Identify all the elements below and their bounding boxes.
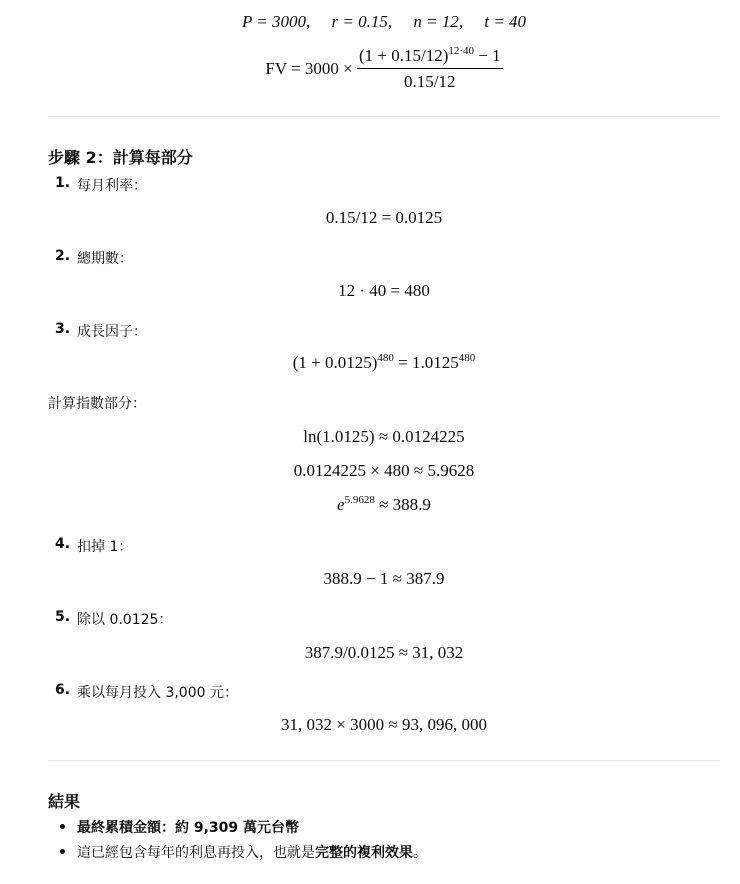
- parameters-line: [0, 12, 740, 32]
- step-number-1: 1.: [55, 175, 71, 191]
- bullet-dot-2: [60, 849, 65, 854]
- step-equation-1: 0.15/12 = 0.0125: [325, 208, 443, 227]
- step-equation-5: 387.9/0.0125 ≈ 31, 032: [304, 643, 464, 662]
- step-number-4: 4.: [55, 536, 71, 552]
- result-bullet-1: 最終累積金額：約 9,309 萬元台幣: [77, 820, 300, 836]
- fv-numerator-exponent: 12·40: [448, 45, 475, 57]
- exp-line-e: [0, 495, 740, 515]
- fv-denominator: 0.15/12: [404, 72, 456, 91]
- step-label-2: 總期數：: [77, 251, 133, 267]
- result-bullet-2-end: 。: [413, 845, 427, 861]
- step-label-1: 每月利率：: [77, 178, 147, 194]
- fv-numerator-base: (1 + 0.15/12): [358, 46, 449, 65]
- exp-line-ln: ln(1.0125) ≈ 0.0124225: [303, 427, 465, 446]
- growth-exp-1: 480: [377, 352, 394, 364]
- param-p: P = 3000,: [241, 12, 311, 31]
- step-equation-2: 12 · 40 = 480: [338, 281, 430, 300]
- param-r: r = 0.15,: [331, 12, 393, 31]
- step-number-6: 6.: [55, 682, 71, 698]
- fv-numerator-tail: − 1: [474, 46, 501, 65]
- step-number-5: 5.: [55, 609, 71, 625]
- growth-exp-2: 480: [458, 352, 476, 364]
- result-heading: 結果: [48, 792, 81, 811]
- growth-mid: = 1.0125: [393, 353, 459, 372]
- exp-section-label: 計算指數部分：: [48, 396, 146, 412]
- divider-top: [48, 116, 720, 117]
- e-tail: ≈ 388.9: [374, 495, 431, 514]
- param-t: t = 40: [484, 12, 527, 31]
- step-equation-4: 388.9 − 1 ≈ 387.9: [323, 569, 445, 588]
- divider-bottom: [48, 760, 720, 761]
- step-equation-3: [0, 353, 740, 373]
- exp-line-product: 0.0124225 × 480 ≈ 5.9628: [293, 461, 475, 480]
- step2-heading: 步驟 2：計算每部分: [48, 148, 193, 167]
- bullet-dot-1: [60, 824, 65, 829]
- fv-lhs: FV = 3000 ×: [265, 59, 353, 78]
- step-equation-6: 31, 032 × 3000 ≈ 93, 096, 000: [281, 715, 487, 734]
- param-n: n = 12,: [413, 12, 464, 31]
- step-number-2: 2.: [55, 248, 71, 264]
- result-bullet-2: [77, 842, 427, 862]
- e-exponent: 5.9628: [344, 494, 375, 506]
- step-label-5: 除以 0.0125：: [77, 612, 173, 628]
- step-label-4: 扣掉 1：: [77, 539, 133, 555]
- growth-base: (1 + 0.0125): [292, 353, 378, 372]
- fv-formula: [0, 46, 740, 92]
- step-label-3: 成長因子：: [77, 324, 147, 340]
- step-number-3: 3.: [55, 321, 71, 337]
- step-label-6: 乘以每月投入 3,000 元：: [77, 685, 238, 701]
- result-bullet-2-text: 這已經包含每年的利息再投入，也就是: [77, 845, 315, 861]
- result-bullet-2-bold: 完整的複利效果: [315, 845, 413, 861]
- e-base: e: [337, 495, 345, 514]
- fv-numerator: [357, 46, 503, 69]
- fv-fraction: [357, 46, 503, 92]
